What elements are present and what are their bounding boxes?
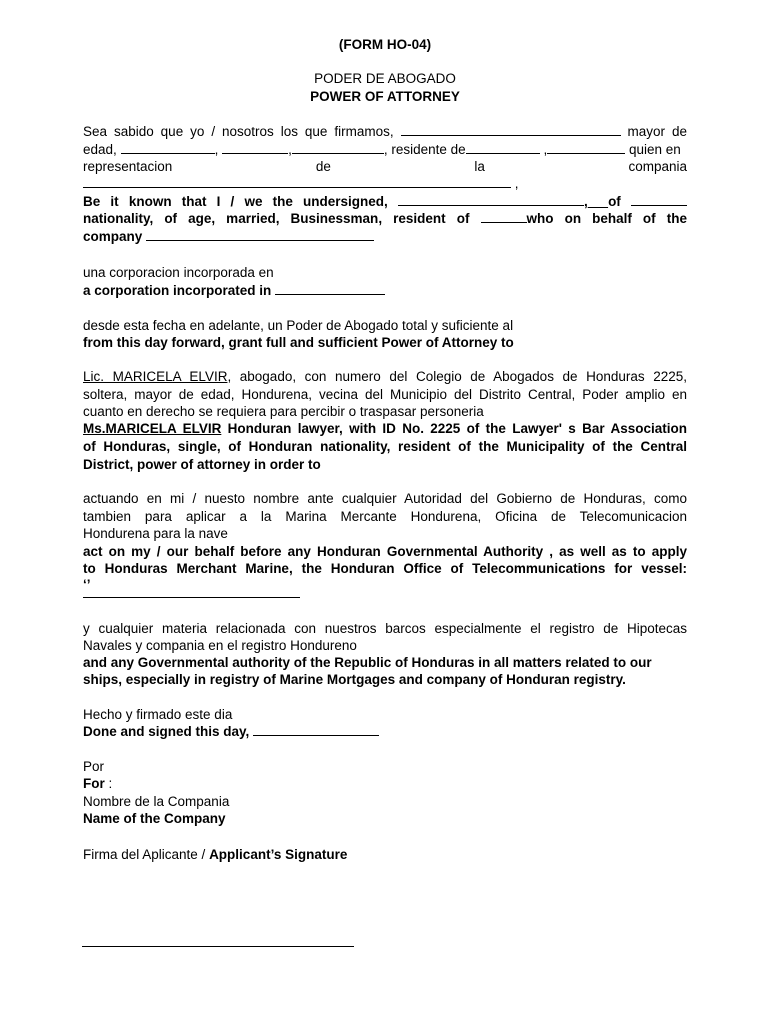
nationality-blank[interactable] xyxy=(631,193,687,206)
acting-en-line-3: ‘’ xyxy=(83,577,91,592)
intro-en-line-1: Be it known that I / we the undersigned, , of xyxy=(83,193,687,211)
residence-blank[interactable] xyxy=(466,141,540,154)
title-english: POWER OF ATTORNEY xyxy=(310,89,460,104)
intro-line-1: Sea sabido que yo / nosotros los que firmamos, mayor de xyxy=(83,124,687,139)
matters-es-line-1: y cualquier materia relacionada con nuestros barcos especialmente el registro de Hipotecas xyxy=(83,621,687,636)
form-id: (FORM HO-04) xyxy=(338,37,432,52)
profession-blank[interactable] xyxy=(292,141,384,154)
intro-en-line-3: company xyxy=(83,228,687,246)
company-name-en: Name of the Company xyxy=(83,811,226,826)
lawyer-es-line-1: Lic. MARICELA ELVIR, abogado, con numero del Colegio de Abogados de Honduras 2225, xyxy=(83,369,688,384)
por-es: Por xyxy=(83,759,105,774)
acting-en-line-2: to Honduras Merchant Marine, the Honduran Office of Telecommunications for vessel: xyxy=(83,561,687,576)
intro-line-2: edad, , , , residente de , quien en xyxy=(83,142,681,157)
lawyer-es-line-3: cuanto en derecho se requiera para percibir o traspasar personeria xyxy=(83,404,484,419)
lawyer-es-line-2: soltera, mayor de edad, Hondurena, vecina del Municipio del Distrito Central, Poder amplio en xyxy=(83,387,687,402)
acting-es-line-2: tambien para aplicar a la Marina Mercante Hondurena, Oficina de Telecomunicacion xyxy=(83,509,687,524)
acting-es-line-3: Hondurena para la nave xyxy=(83,526,228,541)
signed-en-line: Done and signed this day, xyxy=(83,723,687,741)
corp-es: una corporacion incorporada en xyxy=(83,265,274,280)
status-blank[interactable] xyxy=(222,141,288,154)
matters-en-line-2: ships, especially in registry of Marine Mortgages and company of Honduran registry. xyxy=(83,672,626,687)
matters-es-line-2: Navales y compania en el registro Hondureno xyxy=(83,638,357,653)
city-blank[interactable] xyxy=(547,141,625,154)
signed-date-blank[interactable] xyxy=(253,723,379,736)
matters-en-line-1: and any Governmental authority of the Republic of Honduras in all matters related to our xyxy=(83,655,652,670)
acting-es-line-1: actuando en mi / nuesto nombre ante cualquier Autoridad del Gobierno de Honduras, como xyxy=(83,491,687,506)
title-spanish: PODER DE ABOGADO xyxy=(314,71,456,86)
company-en-blank[interactable] xyxy=(146,228,374,241)
signature-label: Firma del Aplicante / Applicant’s Signature xyxy=(83,847,348,862)
intro-line-3: representacion de la compania xyxy=(83,159,687,174)
company-name-blank[interactable] xyxy=(83,175,511,188)
signer-name-blank[interactable] xyxy=(401,123,621,136)
for-en-line: For : xyxy=(83,776,113,791)
age-blank[interactable] xyxy=(121,141,215,154)
lawyer-en-line-3: District, power of attorney in order to xyxy=(83,457,321,472)
signature-line[interactable] xyxy=(82,946,354,947)
signed-es: Hecho y firmado este dia xyxy=(83,707,233,722)
intro-en-line-2: nationality, of age, married, Businessman, resident of who on behalf of the xyxy=(83,211,687,226)
company-name-es: Nombre de la Compania xyxy=(83,794,230,809)
intro-line-4: , xyxy=(83,175,687,193)
grant-es: desde esta fecha en adelante, un Poder de Abogado total y suficiente al xyxy=(83,318,514,333)
acting-en-line-1: act on my / our behalf before any Honduran Governmental Authority , as well as to apply xyxy=(83,544,687,559)
corp-en-line: a corporation incorporated in xyxy=(83,282,687,300)
resident-of-blank[interactable] xyxy=(481,210,527,223)
signer-name-en-blank[interactable] xyxy=(398,193,584,206)
vessel-name-blank[interactable] xyxy=(83,597,300,598)
incorporated-in-blank[interactable] xyxy=(275,282,385,295)
lawyer-en-line-2: of Honduras, single, of Honduran nationality, resident of the Municipality of the Central xyxy=(83,439,687,454)
lawyer-en-line-1: Ms.MARICELA ELVIR Honduran lawyer, with ID No. 2225 of the Lawyer' s Bar Association xyxy=(83,421,687,436)
grant-en: from this day forward, grant full and sufficient Power of Attorney to xyxy=(83,335,514,350)
